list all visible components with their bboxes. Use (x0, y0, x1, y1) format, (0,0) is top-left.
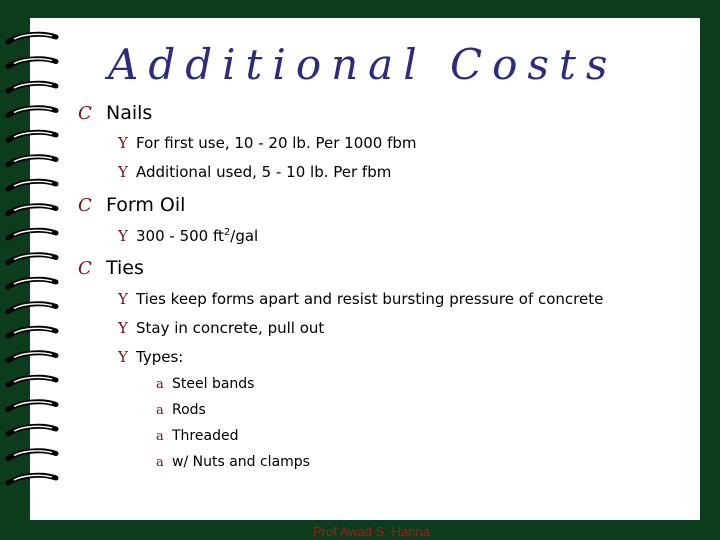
slide-title: Additional Costs (108, 40, 618, 89)
bullet-y-icon: Y (118, 348, 128, 366)
sub-bullet-form-oil-rate (118, 227, 258, 245)
sub-bullet-label: Ties keep forms apart and resist bursting pressure of concrete (136, 290, 604, 308)
bullet-c-icon: C (78, 103, 92, 124)
footer-author: Prof Awad S. Hanna (313, 524, 430, 539)
type-item-label: Threaded (172, 428, 239, 444)
type-item-nuts-clamps (156, 454, 310, 470)
bullet-y-icon: Y (118, 319, 128, 337)
bullet-y-icon: Y (118, 227, 128, 245)
sub-bullet-label: Types: (136, 348, 184, 366)
sub-bullet-nails-first-use (118, 134, 417, 152)
sub-bullet-label: For first use, 10 - 20 lb. Per 1000 fbm (136, 134, 417, 152)
type-item-rods (156, 402, 206, 418)
spiral-binding-icon (0, 28, 70, 508)
sub-bullet-ties-stay (118, 319, 324, 337)
type-item-label: w/ Nuts and clamps (172, 454, 310, 470)
type-item-label: Steel bands (172, 376, 255, 392)
form-oil-rate-exponent: 2 (223, 227, 231, 238)
form-oil-rate-suffix: /gal (230, 227, 259, 245)
form-oil-rate-prefix: 300 - 500 ft (136, 227, 224, 245)
sub-bullet-ties-types (118, 348, 183, 366)
bullet-c-icon: C (78, 195, 92, 216)
bullet-ties-label: Ties (106, 257, 144, 279)
sub-bullet-nails-additional (118, 163, 391, 181)
bullet-nails-label: Nails (106, 102, 153, 124)
bullet-a-icon: a (156, 377, 164, 392)
type-item-steel-bands (156, 376, 254, 392)
sub-bullet-label: Stay in concrete, pull out (136, 319, 325, 337)
bullet-ties (78, 257, 144, 279)
sub-bullet-label: Additional used, 5 - 10 lb. Per fbm (136, 163, 392, 181)
bullet-y-icon: Y (118, 163, 128, 181)
bullet-a-icon: a (156, 455, 164, 470)
sub-bullet-ties-purpose (118, 290, 603, 308)
type-item-threaded (156, 428, 238, 444)
type-item-label: Rods (172, 402, 206, 418)
bullet-nails (78, 102, 152, 124)
bullet-a-icon: a (156, 429, 164, 444)
bullet-form-oil (78, 194, 185, 216)
bullet-a-icon: a (156, 403, 164, 418)
bullet-c-icon: C (78, 258, 92, 279)
bullet-form-oil-label: Form Oil (106, 194, 186, 216)
bullet-y-icon: Y (118, 290, 128, 308)
bullet-y-icon: Y (118, 134, 128, 152)
